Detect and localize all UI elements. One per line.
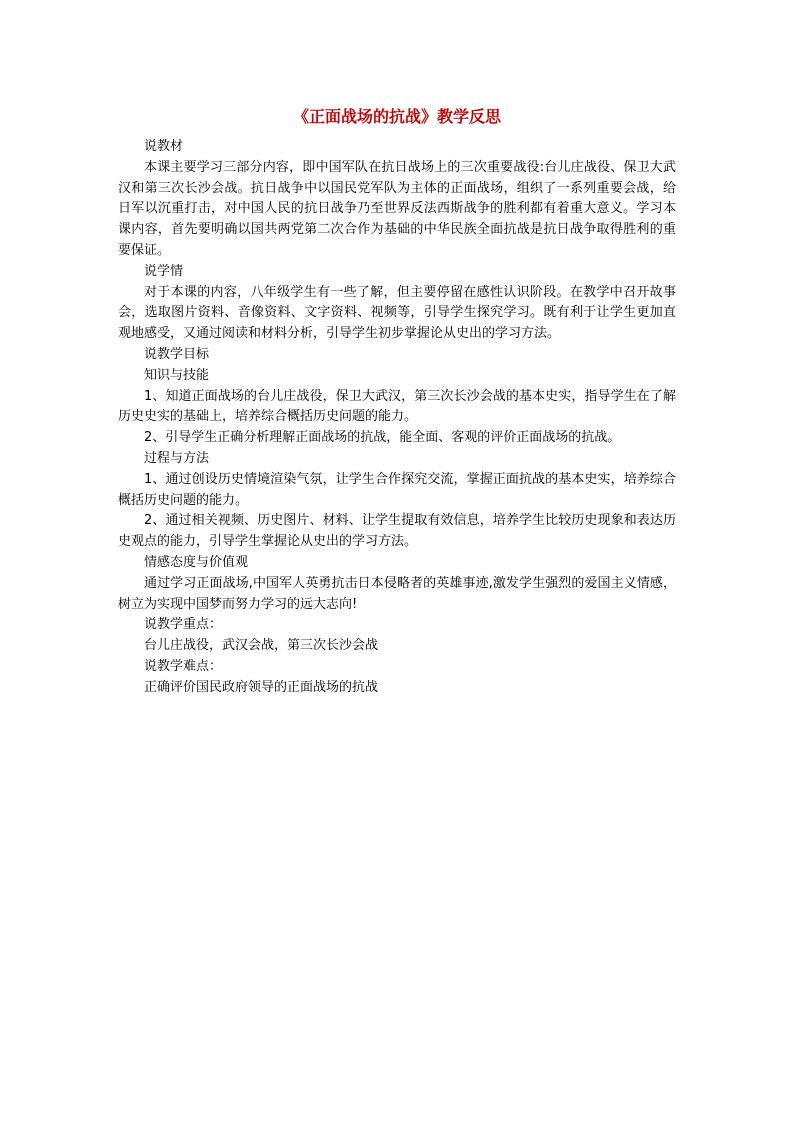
subheading-process-methods: 过程与方法 bbox=[144, 450, 210, 466]
section-heading-key-points: 说教学重点： bbox=[144, 617, 223, 633]
paragraph-students: 对于本课的内容，八年级学生有一些了解，但主要停留在感性认识阶段。在教学中召开故事会，选取图片资料、音像资料、文字资料、视频等，引导学生探究学习。既有利于让学生更加直观地感受，又通过阅读和材料分析，引导学生初步掌握论从史出的学习方法。 bbox=[118, 284, 676, 342]
paragraph-textbook: 本课主要学习三部分内容，即中国军队在抗日战场上的三次重要战役:台儿庄战役、保卫大武汉和第三次长沙会战。抗日战争中以国民党军队为主体的正面战场，组织了一系列重要会战，给日军以沉重打击，对中国人民的抗日战争乃至世界反法西斯战争的胜利都有着重大意义。学习本课内容，首先要明确以国共两党第二次合作为基础的中华民族全面抗战是抗日战争取得胜利的重要保证。 bbox=[118, 159, 676, 258]
paragraph-key-points: 台儿庄战役，武汉会战，第三次长沙会战 bbox=[144, 638, 379, 654]
section-heading-textbook: 说教材 bbox=[144, 139, 184, 154]
section-heading-students: 说学情 bbox=[144, 263, 184, 279]
paragraph-knowledge-2: 2、引导学生正确分析理解正面战场的抗战，能全面、客观的评价正面战场的抗战。 bbox=[144, 430, 621, 446]
paragraph-process-2: 2、通过相关视频、历史图片、材料、让学生提取有效信息，培养学生比较历史现象和表达历史观点的能力，引导学生掌握论从史出的学习方法。 bbox=[118, 513, 676, 550]
document-title: 《正面战场的抗战》教学反思 bbox=[292, 107, 501, 126]
paragraph-process-1: 1、通过创设历史情境渲染气氛，让学生合作探究交流，掌握正面抗战的基本史实，培养综合概括历史问题的能力。 bbox=[118, 471, 676, 508]
paragraph-knowledge-1: 1、知道正面战场的台儿庄战役，保卫大武汉，第三次长沙会战的基本史实，指导学生在了解历史史实的基础上，培养综合概括历史问题的能力。 bbox=[118, 388, 676, 425]
subheading-emotion-values: 情感态度与价值观 bbox=[144, 554, 249, 570]
paragraph-difficulties: 正确评价国民政府领导的正面战场的抗战 bbox=[144, 679, 379, 695]
document-body bbox=[118, 137, 676, 699]
paragraph-emotion: 通过学习正面战场,中国军人英勇抗击日本侵略者的英雄事迹,激发学生强烈的爱国主义情感，树立为实现中国梦而努力学习的远大志向! bbox=[118, 575, 676, 612]
section-heading-objectives: 说教学目标 bbox=[144, 346, 210, 362]
section-heading-difficulties: 说教学难点： bbox=[144, 658, 223, 674]
subheading-knowledge-skills: 知识与技能 bbox=[144, 367, 210, 383]
